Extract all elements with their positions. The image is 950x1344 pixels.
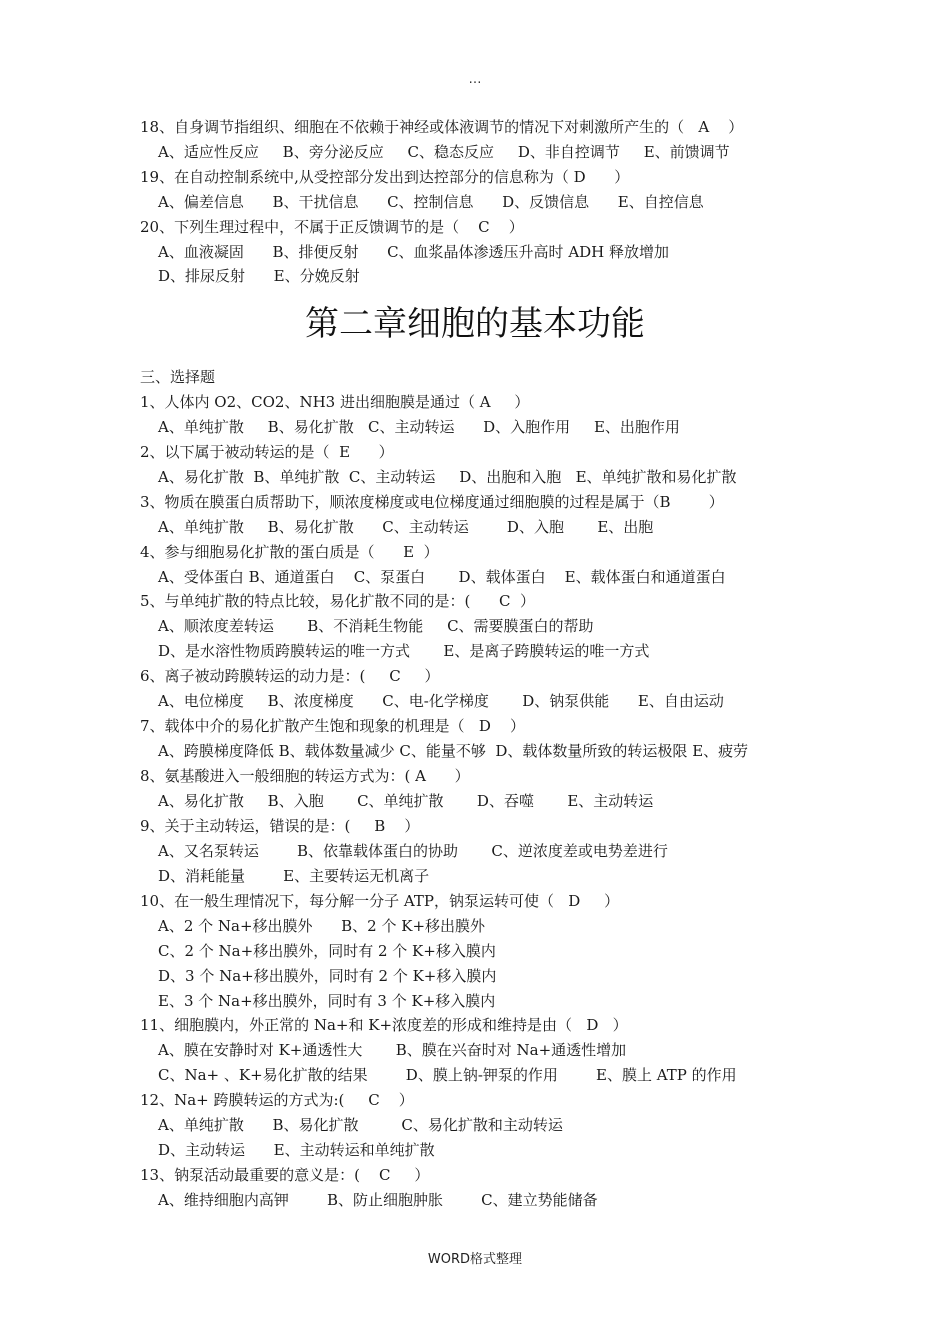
- option-text: A、偏差信息 B、干扰信息 C、控制信息 D、反馈信息 E、自控信息: [158, 192, 704, 211]
- question-text: 6、离子被动跨膜转运的动力是：( C ）: [140, 667, 440, 686]
- option-text: A、适应性反应 B、旁分泌反应 C、稳态反应 D、非自控调节 E、前馈调节: [158, 142, 730, 161]
- question-text: 19、在自动控制系统中,从受控部分发出到达控部分的信息称为（ D ）: [140, 167, 630, 186]
- option-text: A、跨膜梯度降低 B、载体数量减少 C、能量不够 D、载体数量所致的转运极限 E、疲劳: [158, 742, 749, 761]
- question-text: 10、在一般生理情况下，每分解一分子 ATP，钠泵运转可使（ D ）: [140, 891, 620, 910]
- question-text: 3、物质在膜蛋白质帮助下，顺浓度梯度或电位梯度通过细胞膜的过程是属于（B ）: [140, 492, 724, 511]
- option-text: A、血液凝固 B、排便反射 C、血浆晶体渗透压升高时 ADH 释放增加: [158, 242, 670, 261]
- option-text: A、膜在安静时对 K+通透性大 B、膜在兴奋时对 Na+通透性增加: [158, 1041, 627, 1060]
- question-text: 8、氨基酸进入一般细胞的转运方式为：( A ）: [140, 767, 470, 786]
- question-text: 13、钠泵活动最重要的意义是：( C ）: [140, 1166, 430, 1185]
- option-text: C、Na+ 、K+易化扩散的结果 D、膜上钠-钾泵的作用 E、膜上 ATP 的作用: [158, 1066, 737, 1085]
- page-footer: WORD格式整理: [427, 1252, 523, 1267]
- question-text: 2、以下属于被动转运的是（ E ）: [140, 442, 394, 461]
- option-text: A、易化扩散 B、入胞 C、单纯扩散 D、吞噬 E、主动转运: [158, 791, 654, 810]
- question-text: 7、载体中介的易化扩散产生饱和现象的机理是（ D ）: [140, 717, 525, 736]
- question-text: 11、细胞膜内，外正常的 Na+和 K+浓度差的形成和维持是由（ D ）: [140, 1016, 628, 1035]
- question-text: 1、人体内 O2、CO2、NH3 进出细胞膜是通过（ A ）: [140, 392, 530, 411]
- option-text: A、电位梯度 B、浓度梯度 C、电-化学梯度 D、钠泵供能 E、自由运动: [158, 692, 724, 711]
- option-text: A、单纯扩散 B、易化扩散 C、主动转运 D、入胞作用 E、出胞作用: [158, 417, 680, 436]
- option-text: A、易化扩散 B、单纯扩散 C、主动转运 D、出胞和入胞 E、单纯扩散和易化扩散: [158, 467, 737, 486]
- option-text: A、受体蛋白 B、通道蛋白 C、泵蛋白 D、载体蛋白 E、载体蛋白和通道蛋白: [158, 567, 726, 586]
- question-text: 20、下列生理过程中，不属于正反馈调节的是（ C ）: [140, 217, 524, 236]
- option-text: D、消耗能量 E、主要转运无机离子: [158, 866, 430, 885]
- question-text: 18、自身调节指组织、细胞在不依赖于神经或体液调节的情况下对刺激所产生的（ A ）: [140, 118, 744, 136]
- option-text: A、维持细胞内高钾 B、防止细胞肿胀 C、建立势能储备: [158, 1191, 598, 1210]
- option-text: A、顺浓度差转运 B、不消耗生物能 C、需要膜蛋白的帮助: [158, 617, 594, 636]
- option-text: C、2 个 Na+移出膜外，同时有 2 个 K+移入膜内: [158, 941, 496, 960]
- option-text: E、3 个 Na+移出膜外，同时有 3 个 K+移入膜内: [158, 991, 496, 1010]
- chapter-title: 第二章细胞的基本功能: [305, 304, 645, 344]
- question-text: 12、Na+ 跨膜转运的方式为:( C ）: [140, 1091, 414, 1110]
- option-text: D、3 个 Na+移出膜外，同时有 2 个 K+移入膜内: [158, 966, 497, 985]
- question-text: 4、参与细胞易化扩散的蛋白质是（ E ）: [140, 542, 439, 561]
- option-text: D、排尿反射 E、分娩反射: [158, 267, 360, 286]
- page-header: …: [468, 72, 482, 87]
- question-text: 三、选择题: [140, 368, 216, 386]
- option-text: A、2 个 Na+移出膜外 B、2 个 K+移出膜外: [158, 916, 486, 935]
- option-text: A、单纯扩散 B、易化扩散 C、主动转运 D、入胞 E、出胞: [158, 517, 654, 536]
- question-text: 9、关于主动转运，错误的是：( B ）: [140, 816, 420, 835]
- option-text: D、是水溶性物质跨膜转运的唯一方式 E、是离子跨膜转运的唯一方式: [158, 642, 650, 661]
- question-text: 5、与单纯扩散的特点比较，易化扩散不同的是：( C ）: [140, 592, 536, 611]
- option-text: A、又名泵转运 B、依靠载体蛋白的协助 C、逆浓度差或电势差进行: [158, 841, 668, 860]
- option-text: D、主动转运 E、主动转运和单纯扩散: [158, 1141, 435, 1160]
- option-text: A、单纯扩散 B、易化扩散 C、易化扩散和主动转运: [158, 1116, 563, 1135]
